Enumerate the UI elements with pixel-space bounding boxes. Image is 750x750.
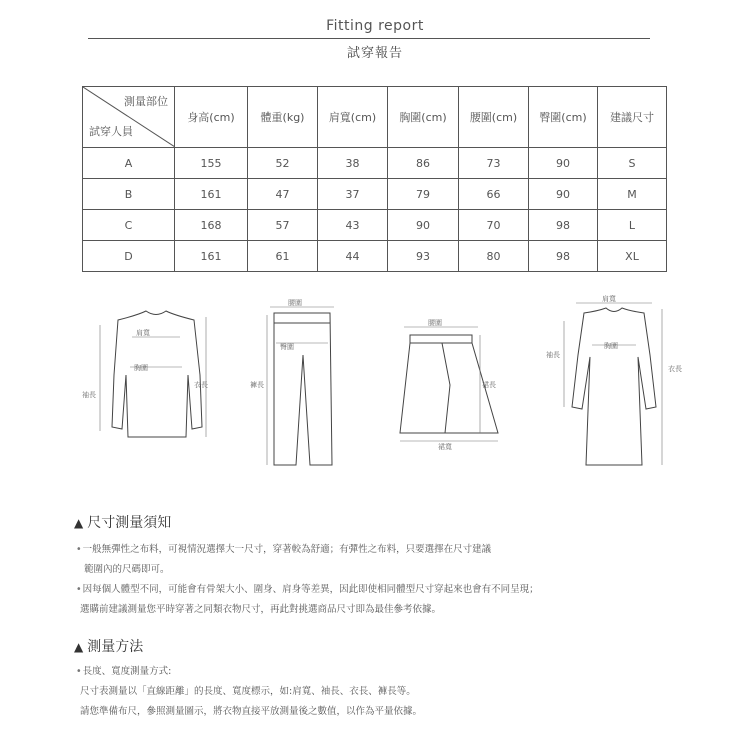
method-body [76, 662, 676, 722]
note-line: 範圍內的尺碼即可。 [84, 564, 170, 575]
table-cell: 61 [248, 241, 318, 272]
note-line: 選購前建議測量您平時穿著之同類衣物尺寸，再此對挑選商品尺寸即為最佳參考依據。 [80, 604, 442, 615]
table-cell: 38 [318, 148, 388, 179]
table-cell: 90 [529, 179, 598, 210]
size-notes-body [76, 540, 676, 620]
column-header: 胸圍(cm) [388, 87, 459, 148]
note-line: 請您準備布尺，參照測量圖示，將衣物直接平放測量後之數值，以作為平量依據。 [80, 706, 423, 717]
label-dress-chest: 胸圍 [604, 342, 618, 350]
label-dress-sleeve: 袖長 [546, 351, 560, 359]
table-cell: 90 [388, 210, 459, 241]
table-cell: A [83, 148, 175, 179]
table-cell: 66 [459, 179, 529, 210]
table-cell: 47 [248, 179, 318, 210]
triangle-icon: ▲ [74, 516, 84, 530]
label-skirt-waist: 腰圍 [428, 319, 442, 327]
table-row [83, 179, 667, 210]
note-line: 一般無彈性之布料，可視情況選擇大一尺寸，穿著較為舒適；有彈性之布料，只要選擇在尺寸建議 [82, 544, 492, 555]
table-header-row [83, 87, 667, 148]
table-cell: 57 [248, 210, 318, 241]
table-cell: 93 [388, 241, 459, 272]
label-pants-length: 褲長 [250, 381, 264, 389]
column-header: 體重(kg) [248, 87, 318, 148]
table-cell: D [83, 241, 175, 272]
table-cell: 52 [248, 148, 318, 179]
bullet-icon: • [76, 584, 82, 595]
table-cell: 161 [175, 179, 248, 210]
table-cell: XL [598, 241, 667, 272]
label-sweater-length: 衣長 [194, 381, 208, 389]
column-header: 腰圍(cm) [459, 87, 529, 148]
column-header: 建議尺寸 [598, 87, 667, 148]
corner-cell [83, 87, 175, 148]
section-heading-size-notes [74, 512, 171, 532]
label-sweater-sleeve: 袖長 [82, 391, 96, 399]
column-header: 身高(cm) [175, 87, 248, 148]
table-cell: 37 [318, 179, 388, 210]
title-english: Fitting report [326, 18, 424, 34]
title-divider [88, 38, 650, 39]
table-cell: 86 [388, 148, 459, 179]
label-sweater-chest: 胸圍 [134, 364, 148, 372]
table-cell: 73 [459, 148, 529, 179]
table-cell: M [598, 179, 667, 210]
table-cell: 98 [529, 210, 598, 241]
table-cell: 161 [175, 241, 248, 272]
table-cell: 44 [318, 241, 388, 272]
pants-figure [267, 307, 334, 465]
table-cell: 43 [318, 210, 388, 241]
label-dress-length: 衣長 [668, 365, 682, 373]
triangle-icon: ▲ [74, 640, 84, 654]
table-cell: B [83, 179, 175, 210]
table-cell: 90 [529, 148, 598, 179]
corner-top-label: 測量部位 [124, 95, 168, 108]
dress-figure [564, 303, 662, 465]
table-cell: 79 [388, 179, 459, 210]
section1-title: 尺寸測量須知 [87, 515, 172, 531]
label-pants-waist: 腰圍 [288, 299, 302, 307]
bullet-icon: • [76, 544, 82, 555]
note-line: 尺寸表測量以「直線距離」的長度、寬度標示，如:肩寬、袖長、衣長、褲長等。 [80, 686, 416, 697]
section2-title: 測量方法 [87, 639, 144, 655]
table-row [83, 148, 667, 179]
table-cell: 70 [459, 210, 529, 241]
garment-diagrams [70, 295, 690, 475]
table-cell: 98 [529, 241, 598, 272]
corner-bottom-label: 試穿人員 [89, 125, 133, 138]
bullet-icon: • [76, 666, 82, 677]
table-cell: C [83, 210, 175, 241]
note-line: 因每個人體型不同，可能會有骨架大小、圍身、肩身等差異，因此即使相同體型尺寸穿起來也會有不同呈現； [82, 584, 539, 595]
title-chinese: 試穿報告 [346, 46, 403, 61]
size-table [82, 86, 667, 272]
table-cell: L [598, 210, 667, 241]
label-dress-shoulder: 肩寬 [602, 295, 616, 303]
sweater-figure [100, 311, 206, 437]
label-pants-hip: 臀圍 [280, 343, 294, 351]
label-sweater-shoulder: 肩寬 [136, 329, 150, 337]
table-cell: S [598, 148, 667, 179]
table-cell: 168 [175, 210, 248, 241]
label-skirt-width: 裙寬 [438, 443, 452, 451]
table-row [83, 210, 667, 241]
column-header: 臀圍(cm) [529, 87, 598, 148]
section-heading-method [74, 636, 143, 656]
column-header: 肩寬(cm) [318, 87, 388, 148]
table-cell: 80 [459, 241, 529, 272]
table-row [83, 241, 667, 272]
table-cell: 155 [175, 148, 248, 179]
note-line: 長度、寬度測量方式: [82, 666, 172, 677]
label-skirt-length: 裙長 [482, 381, 496, 389]
